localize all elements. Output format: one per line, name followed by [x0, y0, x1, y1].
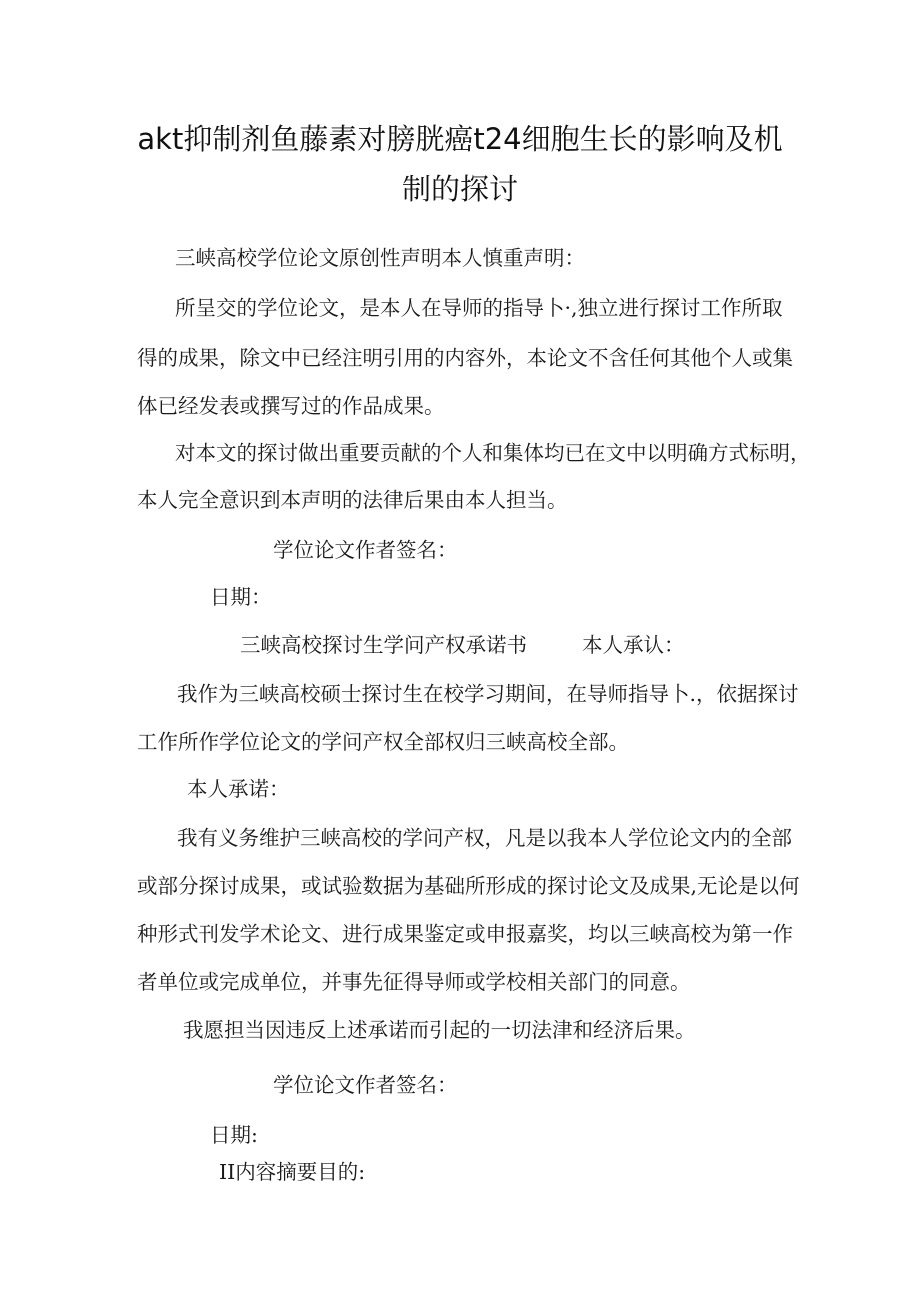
ip-acknowledge-label: 本人承认： — [582, 633, 685, 657]
originality-date-label: 日期： — [210, 585, 272, 609]
document-title-line-1: akt抑制剂鱼藤素对膀胱癌t24细胞生长的影响及机 — [137, 122, 783, 156]
document-title-line-2: 制的探讨 — [401, 172, 518, 206]
originality-paragraph-1-line-3: 体已经发表或撰写过的作品成果。 — [137, 394, 445, 418]
ip-paragraph-2-line-3: 种形式刊发学术论文、进行成果鉴定或申报嘉奖，均以三峡高校为第一作 — [137, 922, 793, 946]
originality-heading: 三峡高校学位论文原创性声明本人慎重声明： — [175, 246, 585, 270]
originality-signature-label: 学位论文作者签名： — [273, 538, 458, 562]
ip-date-label: 日期: — [210, 1123, 258, 1147]
ip-signature-label: 学位论文作者签名： — [273, 1073, 458, 1097]
ip-commitment-heading: 三峡高校探讨生学问产权承诺书 — [240, 633, 527, 657]
ip-liability-statement: 我愿担当因违反上述承诺而引起的一切法津和经济后果。 — [183, 1018, 696, 1042]
ip-paragraph-1-line-1: 我作为三峡高校硕士探讨生在校学习期间，在导师指导卜.，依据探讨 — [177, 682, 799, 706]
ip-paragraph-2-line-4: 者单位或完成单位，并事先征得导师或学校相关部门的同意。 — [137, 970, 691, 994]
ip-paragraph-2-line-2: 或部分探讨成果，或试验数据为基础所形成的探讨论文及成果,无论是以何 — [137, 874, 800, 898]
originality-paragraph-1-line-1: 所呈交的学位论文，是本人在导师的指导卜·,独立进行探讨工作所取 — [175, 296, 783, 320]
ip-paragraph-2-line-1: 我有义务维护三峡高校的学问产权，凡是以我本人学位论文内的全部 — [177, 826, 792, 850]
originality-paragraph-2-line-2: 本人完全意识到本声明的法律后果由本人担当。 — [137, 488, 568, 512]
originality-paragraph-1-line-2: 得的成果，除文中已经注明引用的内容外，本论文不含任何其他个人或集 — [137, 346, 793, 370]
ip-promise-label: 本人承诺： — [187, 777, 290, 801]
abstract-heading: II内容摘要目的: — [219, 1160, 366, 1184]
ip-paragraph-1-line-2: 工作所作学位论文的学问产权全部权归三峡高校全部。 — [137, 730, 629, 754]
originality-paragraph-2-line-1: 对本文的探讨做出重要贡献的个人和集体均已在文中以明确方式标明， — [175, 441, 811, 465]
